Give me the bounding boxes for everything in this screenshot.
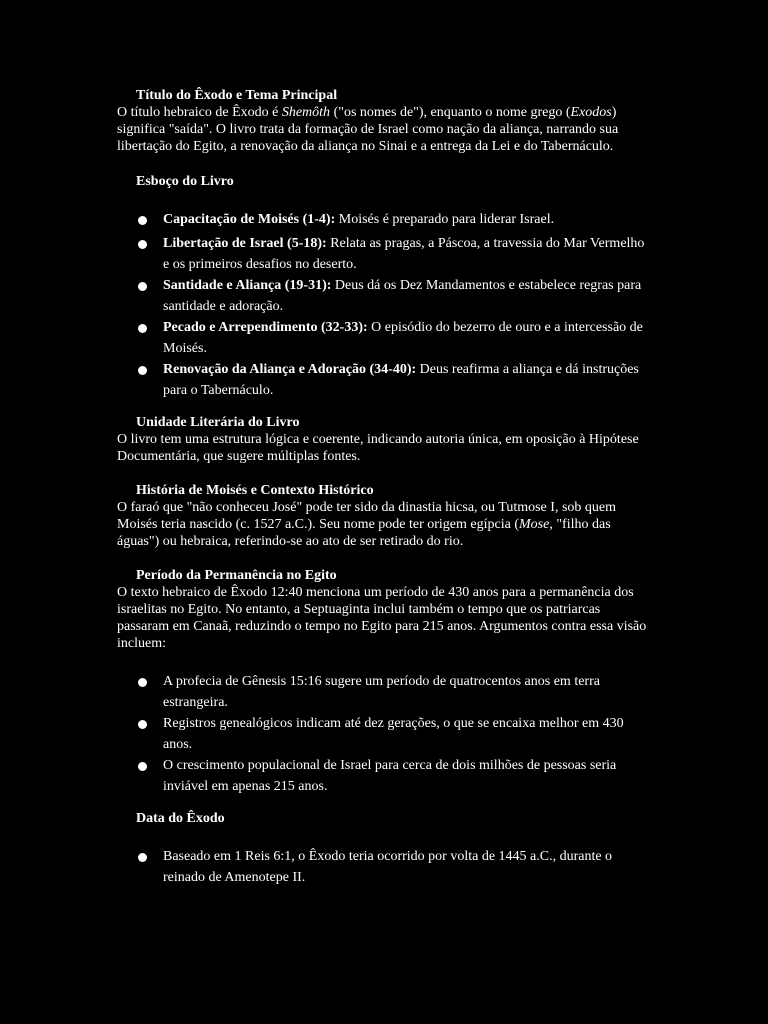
- section-heading-history: História de Moisés e Contexto Histórico: [136, 483, 374, 498]
- list-item: [117, 671, 653, 713]
- section-heading-date: Data do Êxodo: [136, 811, 225, 826]
- section-heading-sojourn: Período da Permanência no Egito: [136, 568, 337, 583]
- date-list: [117, 846, 653, 888]
- italic-term-exodos: Exodos: [570, 105, 612, 120]
- section-heading-unity: Unidade Literária do Livro: [136, 415, 300, 430]
- item-text: O crescimento populacional de Israel para cerca de dois milhões de pessoas seria inviável em apenas 215 anos.: [163, 758, 617, 794]
- text-run: O título hebraico de Êxodo é: [117, 105, 282, 120]
- item-text: Baseado em 1 Reis 6:1, o Êxodo teria ocorrido por volta de 1445 a.C., durante o reinado de Amenotepe II.: [163, 849, 613, 885]
- arguments-list: [117, 671, 653, 797]
- list-item: [117, 846, 653, 888]
- text-run: O faraó que "não conheceu José" pode ter sido da dinastia hicsa, ou Tutmose I, sob quem Moisés teria nascido (c. 1527 a.C.). Seu nome pode ter origem egípcia (: [117, 500, 616, 532]
- document-page: [117, 87, 653, 888]
- text-run: , "filho das águas") ou hebraica, referindo-se ao ato de ser retirado do rio.: [117, 517, 611, 549]
- italic-term-shemoth: Shemôth: [281, 105, 331, 120]
- bullet-icon: [138, 282, 147, 291]
- list-item: [117, 713, 653, 755]
- item-text: O episódio do bezerro de ouro e a intercessão de Moisés.: [163, 320, 643, 356]
- item-text: Relata as pragas, a Páscoa, a travessia do Mar Vermelho e os primeiros desafios no deserto.: [163, 236, 645, 272]
- section-heading-outline: Esboço do Livro: [136, 174, 234, 189]
- title-paragraph: [117, 104, 653, 155]
- item-title: Capacitação de Moisés (1-4):: [163, 212, 336, 227]
- text-run: ) significa "saída". O livro trata da formação de Israel como nação da aliança, narrando sua libertação do Egito, a renovação da aliança no Sinai e a entrega da Lei e do Tabernáculo.: [117, 105, 619, 154]
- bullet-icon: [138, 324, 147, 333]
- italic-term-mose: Mose: [519, 517, 550, 532]
- sojourn-paragraph: O texto hebraico de Êxodo 12:40 menciona um período de 430 anos para a permanência dos israelitas no Egito. No entanto, a Septuaginta inclui também o tempo que os patriarcas passaram em Canaã, reduzindo o tempo no Egito para 215 anos. Argumentos contra essa visão incluem:: [117, 585, 647, 651]
- list-item: [117, 755, 653, 797]
- bullet-icon: [138, 240, 147, 249]
- item-text: Deus reafirma a aliança e dá instruções para o Tabernáculo.: [163, 362, 639, 398]
- item-text: A profecia de Gênesis 15:16 sugere um período de quatrocentos anos em terra estrangeira.: [163, 674, 600, 710]
- text-run: ("os nomes de"), enquanto o nome grego (: [330, 105, 571, 120]
- bullet-icon: [138, 366, 147, 375]
- history-paragraph: [117, 499, 653, 550]
- bullet-icon: [138, 216, 147, 225]
- bullet-icon: [138, 762, 147, 771]
- section-heading-title: Título do Êxodo e Tema Principal: [136, 88, 338, 103]
- outline-list: [117, 209, 653, 401]
- item-text: Registros genealógicos indicam até dez gerações, o que se encaixa melhor em 430 anos.: [163, 716, 624, 752]
- list-item: [117, 275, 653, 317]
- list-item: [117, 233, 653, 275]
- list-item: [117, 317, 653, 359]
- list-item: [117, 359, 653, 401]
- item-title: Pecado e Arrependimento (32-33):: [163, 320, 368, 335]
- bullet-icon: [138, 678, 147, 687]
- item-title: Santidade e Aliança (19-31):: [163, 278, 332, 293]
- item-title: Libertação de Israel (5-18):: [163, 236, 327, 251]
- unity-paragraph: O livro tem uma estrutura lógica e coerente, indicando autoria única, em oposição à Hipótese Documentária, que sugere múltiplas fontes.: [117, 432, 639, 464]
- item-text: Deus dá os Dez Mandamentos e estabelece regras para santidade e adoração.: [163, 278, 642, 314]
- item-title: Renovação da Aliança e Adoração (34-40):: [163, 362, 417, 377]
- list-item: [117, 209, 653, 230]
- bullet-icon: [138, 853, 147, 862]
- item-text: Moisés é preparado para liderar Israel.: [335, 212, 555, 227]
- bullet-icon: [138, 720, 147, 729]
